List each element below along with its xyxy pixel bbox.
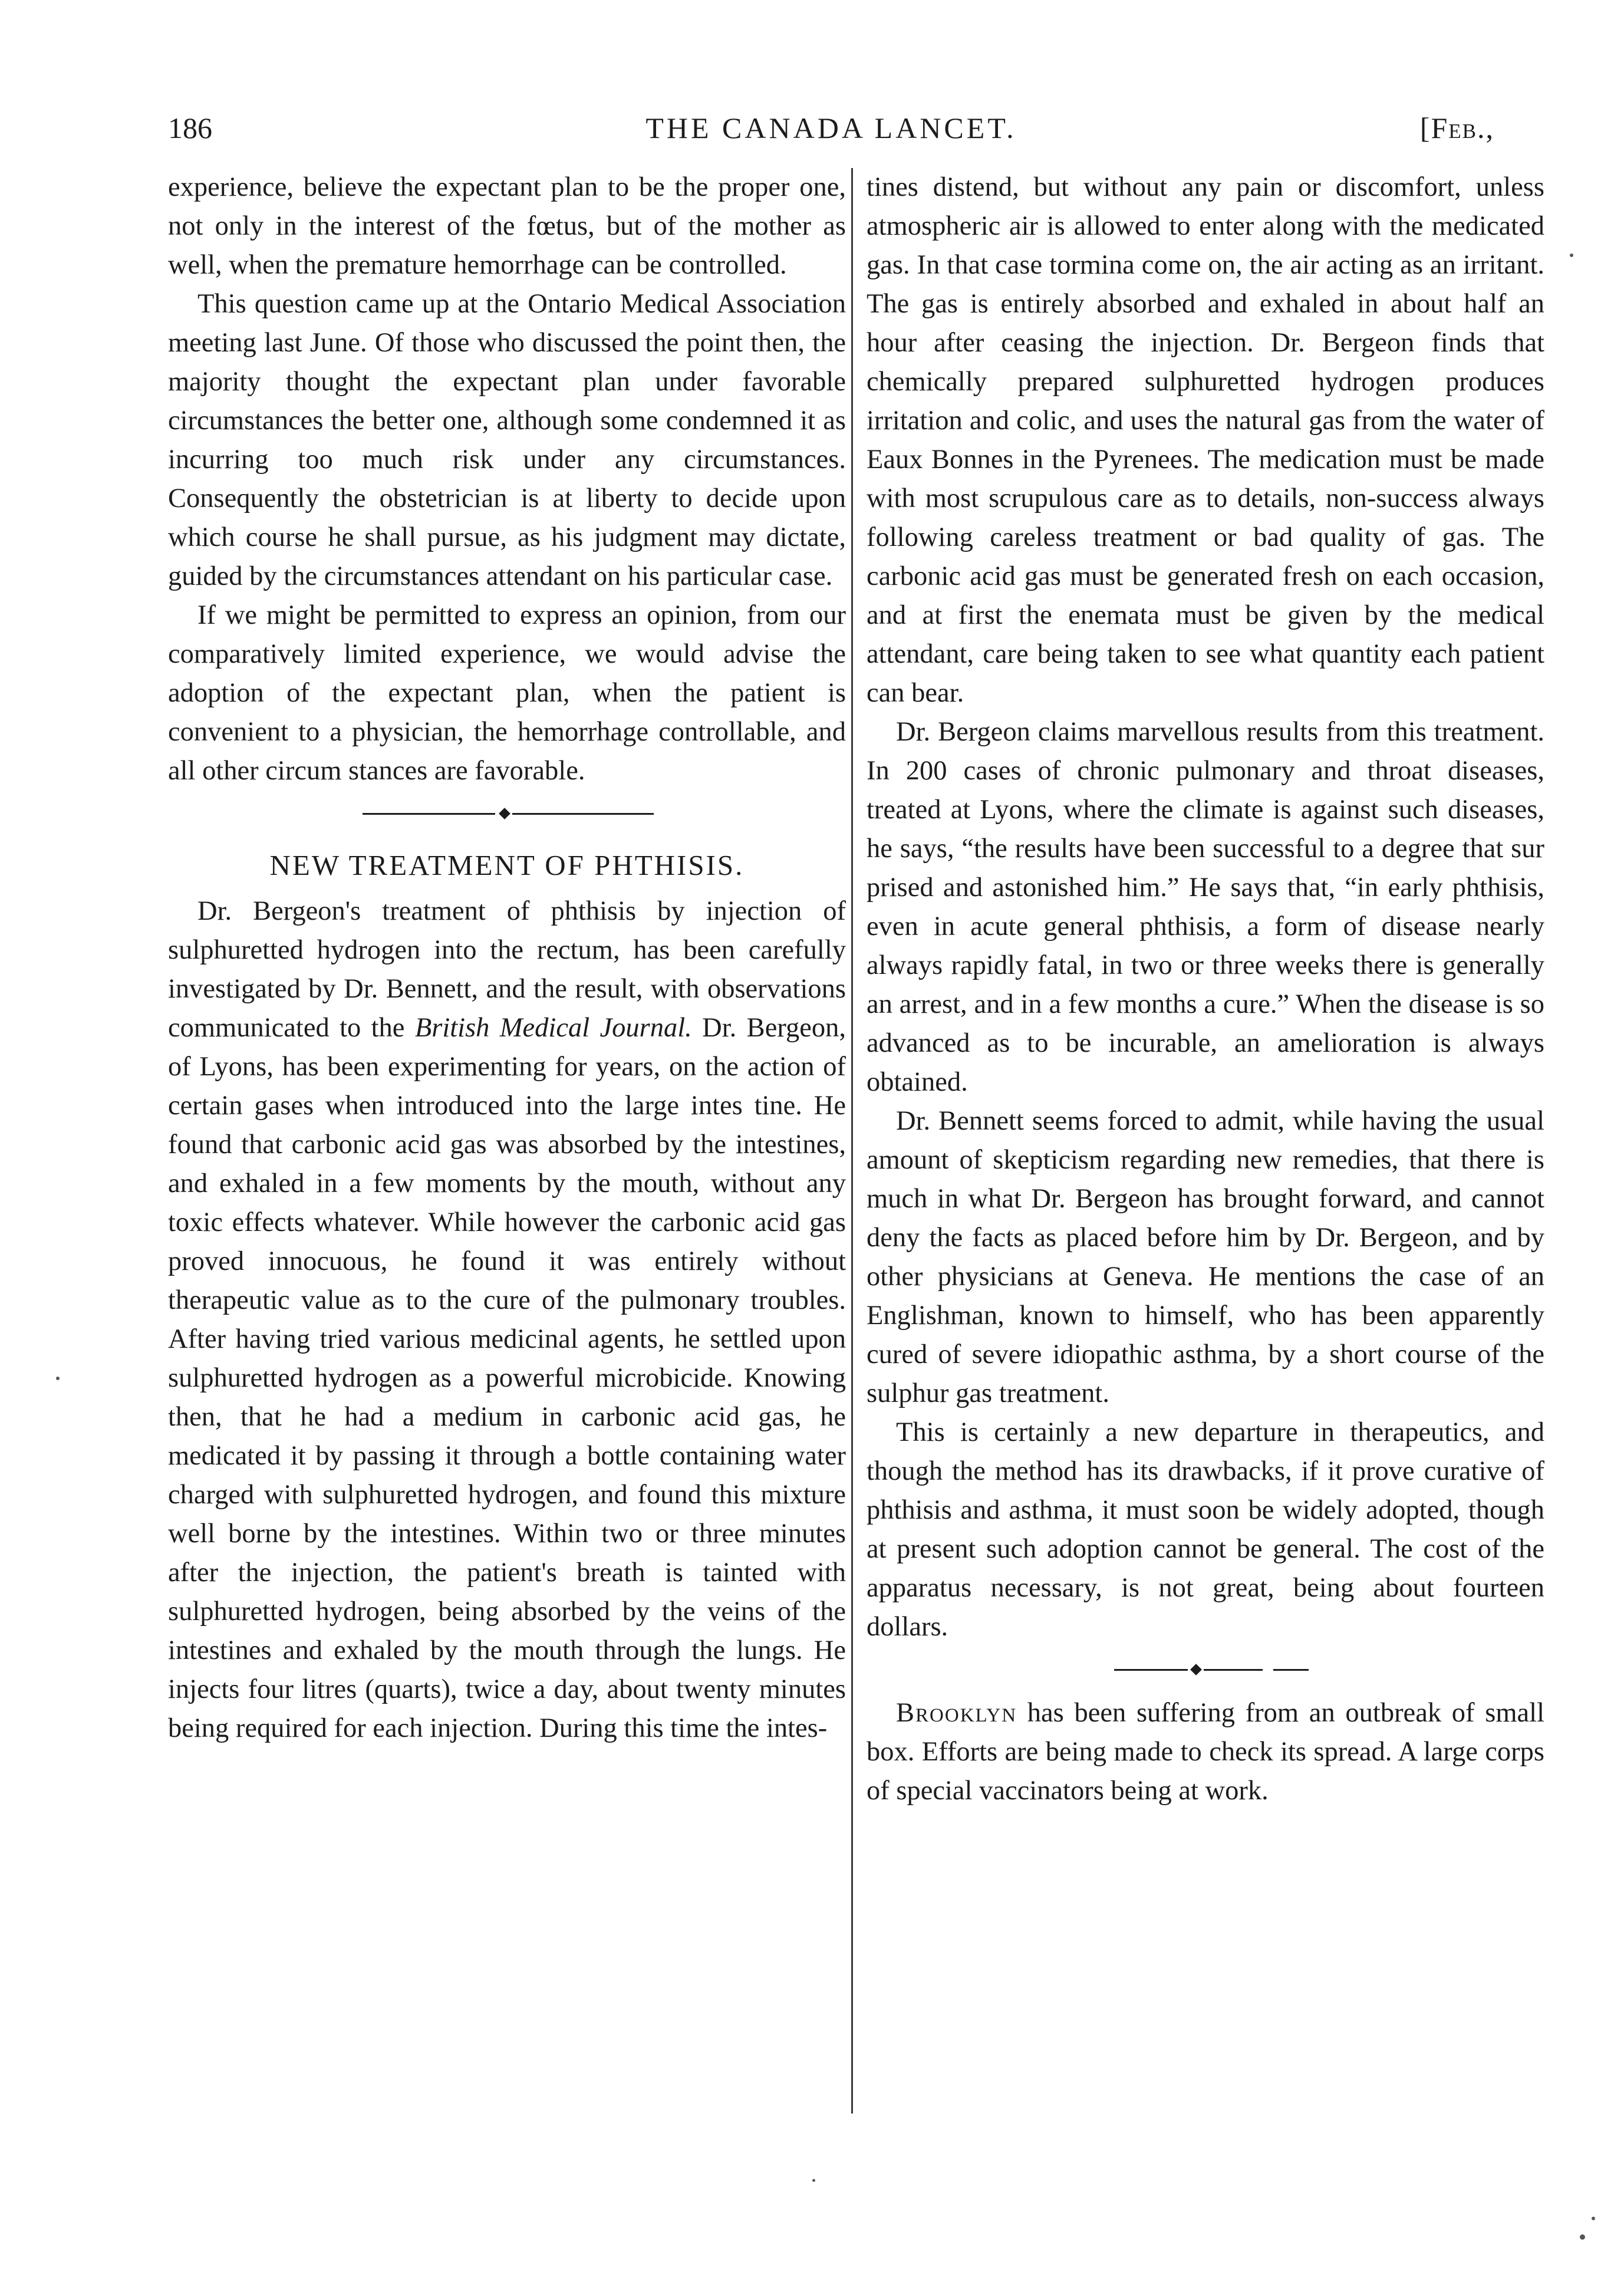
print-speck [1580,2234,1585,2240]
text-run: has been suffering from an outbreak of small box. Efforts are being made to check its spread. A large corps of special vaccinators being at work. [867,1698,1544,1806]
section-divider-ornament [168,791,846,838]
section-heading: NEW TREATMENT OF PHTHISIS. [269,849,745,881]
print-speck [56,1377,60,1380]
print-speck [1570,254,1573,257]
column-divider [851,168,853,2114]
left-column [168,168,846,1748]
text-run: Dr. Bergeon, of Lyons, has been experimenting for years, on the action of certain gases when introduced into the large intes tine. He found that carbonic acid gas was absorbed by the intestines, and exhaled in a few moments by the mouth, without any toxic effects whatever. While however the carbonic acid gas proved innocuous, he found it was entirely without therapeutic value as to the cure of the pulmonary troubles. After having tried various medicinal agents, he settled upon sulphuretted hydrogen as a powerful microbicide. Knowing then, that he had a medium in carbonic acid gas, he medicated it by passing it through a bottle containing water charged with sulphuretted hydrogen, and found this mixture well borne by the intestines. Within two or three minutes after the injection, the patient's breath is tainted with sulphuretted hydrogen, being absorbed by the veins of the intestines and exhaled by the mouth through the lungs. He injects four litres (quarts), twice a day, about twenty minutes being required for each injection. During this time the intes- [168,1013,846,1743]
print-speck [812,2179,815,2182]
text-run: Dr. Bergeon's treatment of phthisis by injection of sulphuretted hydrogen into the rectum, has been carefully investigated by Dr. Bennett, and the result, with observations communicated to the [168,896,846,1043]
paragraph: This is certainly a new departure in therapeutics, and though the method has its drawbacks, if it prove curative of phthisis and asthma, it must soon be widely adopted, though at present such adoption cannot be general. The cost of the apparatus necessary, is not great, being about fourteen dollars. [867,1417,1544,1642]
paragraph: This question came up at the Ontario Medical Association meeting last June. Of those who discussed the point then, the majority thought the expectant plan under favorable circumstances the better one, although some condemned it as incurring too much risk under any circumstances. Consequently the obstetrician is at liberty to decide upon which course he shall pursue, as his judgment may dictate, guided by the circumstances attendant on his particular case. [168,289,846,591]
issue-month: [Feb., [1419,111,1494,144]
right-column [867,168,1544,1810]
paragraph: Dr. Bennett seems forced to admit, while having the usual amount of skepticism regarding new remedies, that there is much in what Dr. Bergeon has brought forward, and cannot deny the facts as placed before him by Dr. Bergeon, and by other physicians at Geneva. He mentions the case of an Englishman, known to himself, who has been apparently cured of severe idiopathic asthma, by a short course of the sulphur gas treatment. [867,1106,1544,1408]
paragraph: experience, believe the expectant plan to be the proper one, not only in the interest of the fœtus, but of the mother as well, when the premature hemorrhage can be controlled. [168,172,846,280]
print-speck [1592,2217,1595,2220]
lead-word: Brooklyn [896,1698,1017,1728]
paragraph [867,1694,1544,1810]
paragraph: Dr. Bergeon claims marvellous results from this treatment. In 200 cases of chronic pulmonary and throat diseases, treated at Lyons, where the climate is against such diseases, he says, “the results have been successful to a degree that sur prised and astonished him.” He says that, “in early phthisis, even in acute general phthisis, a form of disease nearly always rapidly fatal, in two or three weeks there is generally an arrest, and in a few months a cure.” When the disease is so advanced as to be incurable, an amelioration is always obtained. [867,717,1544,1097]
journal-name: British Medical Journal. [414,1013,692,1043]
section-divider-ornament [867,1647,1544,1694]
paragraph: If we might be permitted to express an opinion, from our comparatively limited experience, we would advise the adoption of the expectant plan, when the patient is convenient to a physician, the hemorrhage controllable, and all other circum stances are favorable. [168,600,846,786]
paragraph: tines distend, but without any pain or discomfort, unless atmospheric air is allowed to enter along with the medicated gas. In that case tormina come on, the air acting as an irritant. The gas is entirely absorbed and exhaled in about half an hour after ceasing the injection. Dr. Bergeon finds that chemically prepared sulphuretted hydrogen produces irritation and colic, and uses the natural gas from the water of Eaux Bonnes in the Pyrenees. The medication must be made with most scrupulous care as to details, non-success always following careless treatment or bad quality of gas. The carbonic acid gas must be generated fresh on each occasion, and at first the enemata must be given by the medical attendant, care being taken to see what quantity each patient can bear. [867,172,1544,708]
paragraph [168,892,846,1748]
page-number: 186 [168,111,212,144]
page-header [165,105,1497,158]
journal-title: THE CANADA LANCET. [645,111,1017,144]
